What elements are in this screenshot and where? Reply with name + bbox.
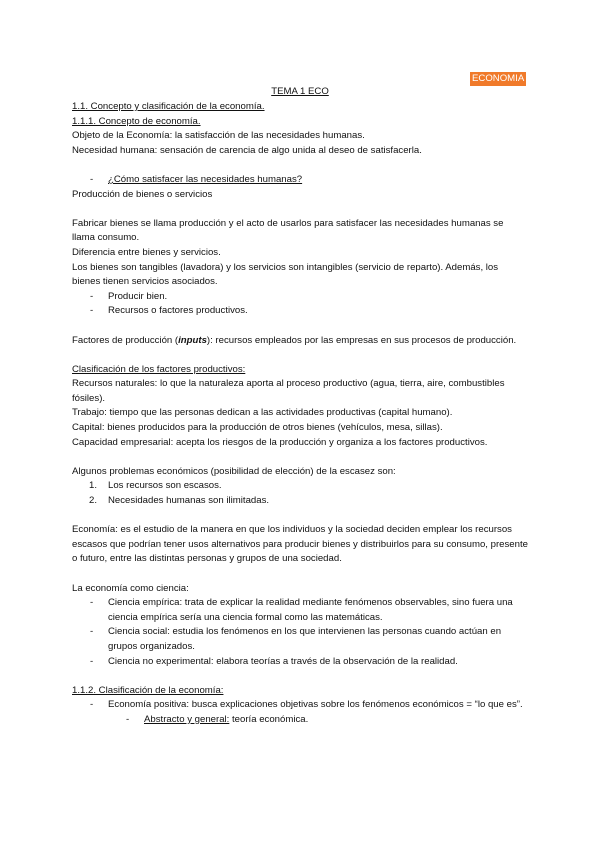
page-title: TEMA 1 ECO bbox=[271, 86, 329, 97]
paragraph-necesidad: Necesidad humana: sensación de carencia de algo unida al deseo de satisfacerla. bbox=[72, 144, 422, 156]
subsection-heading: 1.1.1. Concepto de economía. bbox=[72, 115, 201, 127]
paragraph-problemas: Algunos problemas económicos (posibilidad de elección) de la escasez son: bbox=[72, 465, 396, 477]
list-item: - Abstracto y general: teoría económica. bbox=[72, 713, 528, 728]
ciencia-list bbox=[72, 596, 528, 669]
list-item: - Ciencia no experimental: elabora teorías a través de la observación de la realidad. bbox=[72, 655, 528, 670]
list-item: - Economía positiva: busca explicaciones objetivas sobre los fenómenos económicos = “lo que es”. bbox=[72, 698, 528, 713]
subsection-heading: 1.1.2. Clasificación de la economía: bbox=[72, 684, 224, 696]
question-text: ¿Cómo satisfacer las necesidades humanas? bbox=[108, 173, 303, 185]
clasificacion-heading: Clasificación de los factores productivos: bbox=[72, 363, 246, 375]
ciencia-heading: La economía como ciencia: bbox=[72, 582, 189, 594]
paragraph-trabajo: Trabajo: tiempo que las personas dedican a las actividades productivas (capital humano). bbox=[72, 407, 453, 419]
paragraph-bienes: Los bienes son tangibles (lavadora) y los servicios son intangibles (servicio de reparto). Además, los bienes tienen servicios asociados. bbox=[72, 261, 499, 288]
paragraph-capacidad: Capacidad empresarial: acepta los riesgos de la producción y organiza a los factores productivos. bbox=[72, 436, 488, 448]
problemas-list bbox=[72, 479, 528, 508]
list-item: - Producir bien. bbox=[72, 290, 528, 305]
list-item bbox=[72, 173, 528, 188]
positiva-sublist bbox=[72, 713, 528, 728]
paragraph-objeto: Objeto de la Economía: la satisfacción de las necesidades humanas. bbox=[72, 130, 365, 142]
section-heading: 1.1. Concepto y clasificación de la economía. bbox=[72, 101, 265, 112]
list-item: 1. Los recursos son escasos. bbox=[89, 480, 222, 492]
paragraph-recursos-naturales: Recursos naturales: lo que la naturaleza aporta al proceso productivo (agua, tierra, aire, combustibles fósiles). bbox=[72, 378, 505, 404]
list-item: - Ciencia empírica: trata de explicar la realidad mediante fenómenos observables, sino fuera una ciencia empírica sería una ciencia formal como las matemáticas. bbox=[72, 596, 528, 625]
paragraph-economia-def: Economía: es el estudio de la manera en que los individuos y la sociedad deciden emplear los recursos escasos que podrían tener usos alternativos para producir bienes y distribuirlos para su consumo, presente o futuro, entre las distintas personas y grupos de una sociedad. bbox=[72, 524, 528, 565]
question-list bbox=[72, 173, 528, 188]
document-body bbox=[72, 100, 528, 728]
inputs-emphasis: inputs bbox=[178, 334, 207, 346]
clasificacion-economia-list bbox=[72, 698, 528, 713]
paragraph-capital: Capital: bienes producidos para la producción de otros bienes (vehículos, mesa, sillas). bbox=[72, 422, 443, 434]
list-item: 2. Necesidades humanas son ilimitadas. bbox=[89, 495, 270, 507]
paragraph-factores: Factores de producción (inputs): recursos empleados por las empresas en sus procesos de producción. bbox=[72, 334, 517, 346]
list-item: - Recursos o factores productivos. bbox=[72, 304, 528, 319]
bienes-list bbox=[72, 290, 528, 319]
list-item: - Ciencia social: estudia los fenómenos en los que intervienen las personas cuando actúan en grupos organizados. bbox=[72, 625, 528, 654]
paragraph-diferencia: Diferencia entre bienes y servicios. bbox=[72, 246, 221, 258]
paragraph-produccion: Producción de bienes o servicios bbox=[72, 188, 213, 200]
paragraph-fabricar: Fabricar bienes se llama producción y el acto de usarlos para satisfacer las necesidades humanas se llama consumo. bbox=[72, 217, 504, 244]
subject-tag: ECONOMIA bbox=[472, 73, 525, 84]
